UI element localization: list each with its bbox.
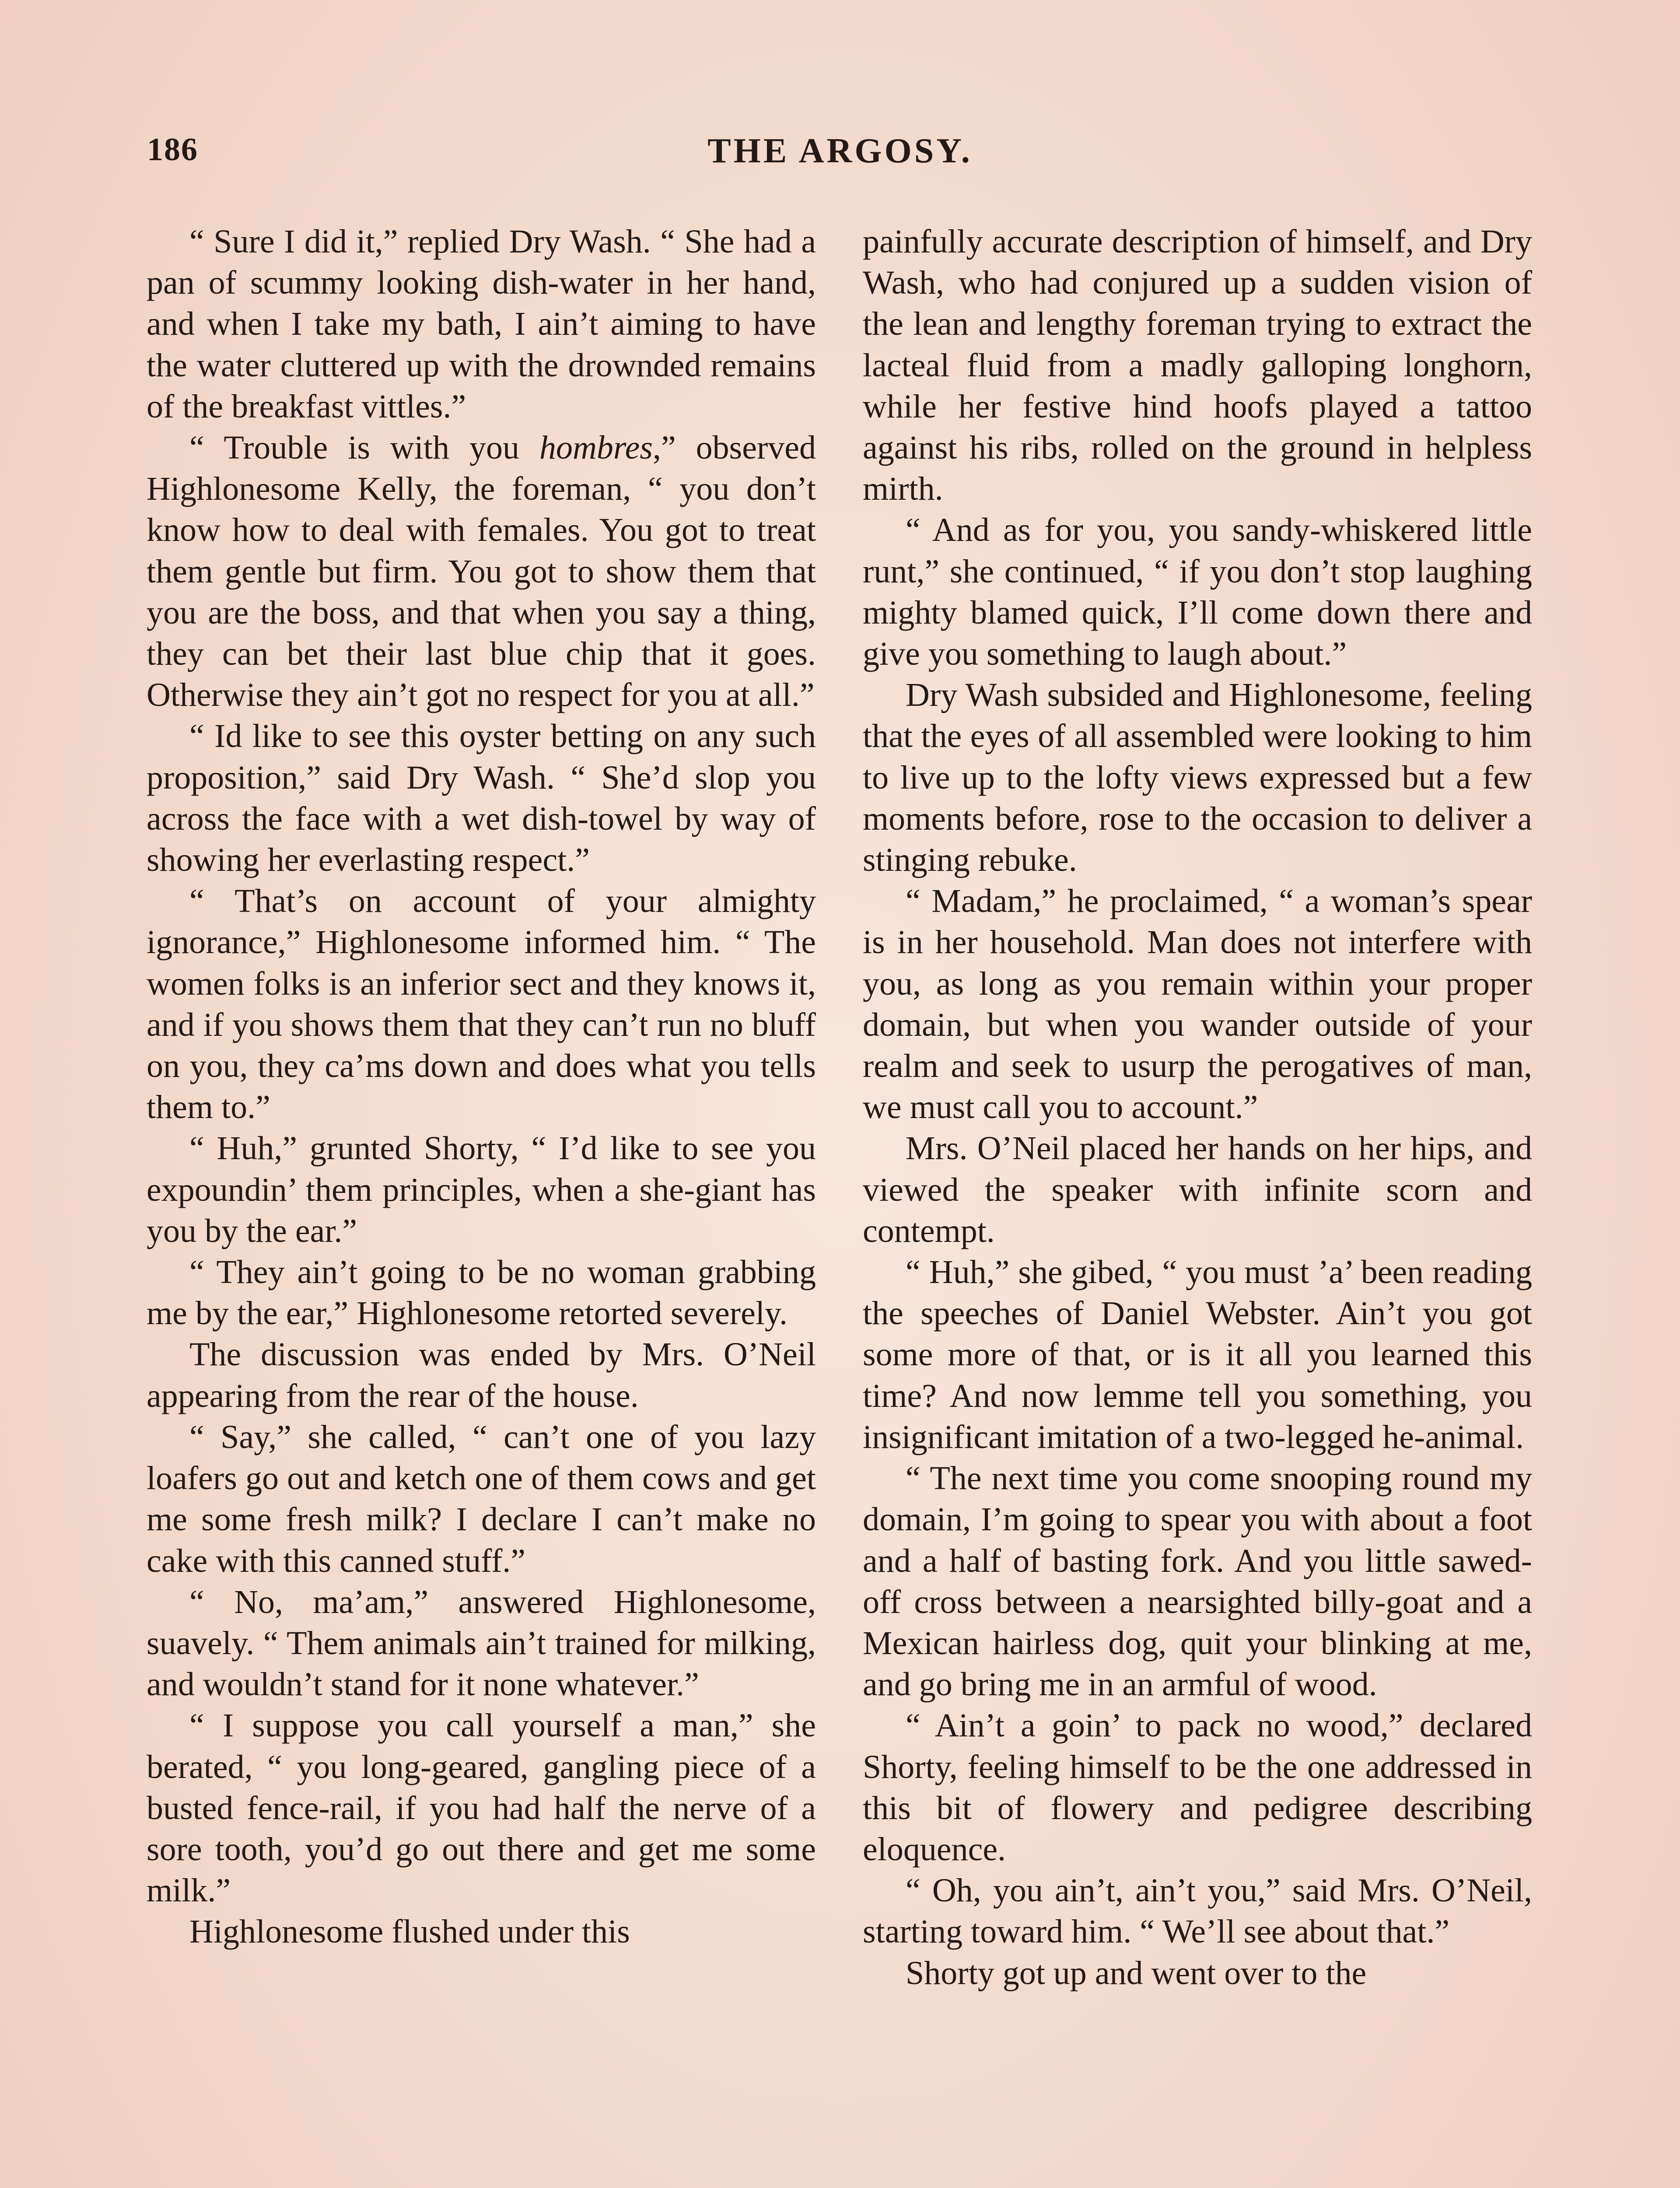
paragraph: “ Sure I did it,” replied Dry Wash. “ She had a pan of scummy looking dish-water in her hand, and when I take my bath, I ain’t aiming to have the water cluttered up with the drownded remains of the breakfast vittles.”	[147, 223, 816, 425]
paragraph: “ And as for you, you sandy-whiskered little runt,” she continued, “ if you don’t stop laughing mighty blamed quick, I’ll come down there and give you something to laugh about.”	[863, 512, 1532, 673]
page-number: 186	[147, 132, 198, 168]
text-column-right	[863, 221, 1532, 1994]
text-column-left	[147, 221, 816, 1953]
paragraph: Dry Wash subsided and Highlonesome, feeling that the eyes of all assembled were looking to him to live up to the lofty views expressed but a few moments before, rose to the occasion to deliver a stinging rebuke.	[863, 677, 1532, 879]
paragraph: “ Madam,” he proclaimed, “ a woman’s spear is in her household. Man does not interfere with you, as long as you remain within your proper domain, but when you wander outside of your realm and seek to usurp the perogatives of man, we must call you to account.”	[863, 883, 1532, 1126]
paragraph: painfully accurate description of himself, and Dry Wash, who had conjured up a sudden vision of the lean and lengthy foreman trying to extract the lacteal fluid from a madly galloping longhorn, while her festive hind hoofs played a tattoo against his ribs, rolled on the ground in helpless mirth.	[863, 223, 1532, 508]
paragraph: “ Trouble is with you hombres,” observed Highlonesome Kelly, the foreman, “ you don’t know how to deal with females. You got to treat them gentle but firm. You got to show them that you are the boss, and that when you say a thing, they can bet their last blue chip that it goes. Otherwise they ain’t got no respect for you at all.”	[147, 429, 816, 714]
paragraph: “ They ain’t going to be no woman grabbing me by the ear,” Highlonesome retorted severely.	[147, 1254, 816, 1332]
paragraph: Highlonesome flushed under this	[189, 1913, 630, 1950]
paragraph: The discussion was ended by Mrs. O’Neil appearing from the rear of the house.	[147, 1336, 816, 1414]
paragraph: “ Ain’t a goin’ to pack no wood,” declared Shorty, feeling himself to be the one addressed in this bit of flowery and pedigree describing eloquence.	[863, 1707, 1532, 1868]
paragraph: “ Huh,” she gibed, “ you must ’a’ been reading the speeches of Daniel Webster. Ain’t you got some more of that, or is it all you learned this time? And now lemme tell you something, you insignificant imitation of a two-legged he-animal.	[863, 1254, 1532, 1455]
paragraph: “ That’s on account of your almighty ignorance,” Highlonesome informed him. “ The women folks is an inferior sect and they knows it, and if you shows them that they can’t run no bluff on you, they ca’ms down and does what you tells them to.”	[147, 883, 816, 1126]
paragraph: “ The next time you come snooping round my domain, I’m going to spear you with about a foot and a half of basting fork. And you little sawed-off cross between a nearsighted billy-goat and a Mexican hairless dog, quit your blinking at me, and go bring me in an armful of wood.	[863, 1460, 1532, 1703]
paragraph: “ No, ma’am,” answered Highlonesome, suavely. “ Them animals ain’t trained for milking, and wouldn’t stand for it none whatever.”	[147, 1583, 816, 1703]
paragraph: Mrs. O’Neil placed her hands on her hips, and viewed the speaker with infinite scorn and contempt.	[863, 1130, 1532, 1249]
running-head: THE ARGOSY.	[707, 132, 973, 170]
paragraph: “ Oh, you ain’t, ain’t you,” said Mrs. O’Neil, starting toward him. “ We’ll see about that.”	[863, 1872, 1532, 1950]
paragraph: “ Say,” she called, “ can’t one of you lazy loafers go out and ketch one of them cows and get me some fresh milk? I declare I can’t make no cake with this canned stuff.”	[147, 1418, 816, 1579]
paragraph: “ Huh,” grunted Shorty, “ I’d like to see you expoundin’ them principles, when a she-giant has you by the ear.”	[147, 1130, 816, 1249]
paragraph: “ I suppose you call yourself a man,” she berated, “ you long-geared, gangling piece of a busted fence-rail, if you had half the nerve of a sore tooth, you’d go out there and get me some milk.”	[147, 1707, 816, 1909]
paragraph: “ Id like to see this oyster betting on any such proposition,” said Dry Wash. “ She’d slop you across the face with a wet dish-towel by way of showing her everlasting respect.”	[147, 718, 816, 879]
paragraph: Shorty got up and went over to the	[906, 1954, 1367, 1992]
